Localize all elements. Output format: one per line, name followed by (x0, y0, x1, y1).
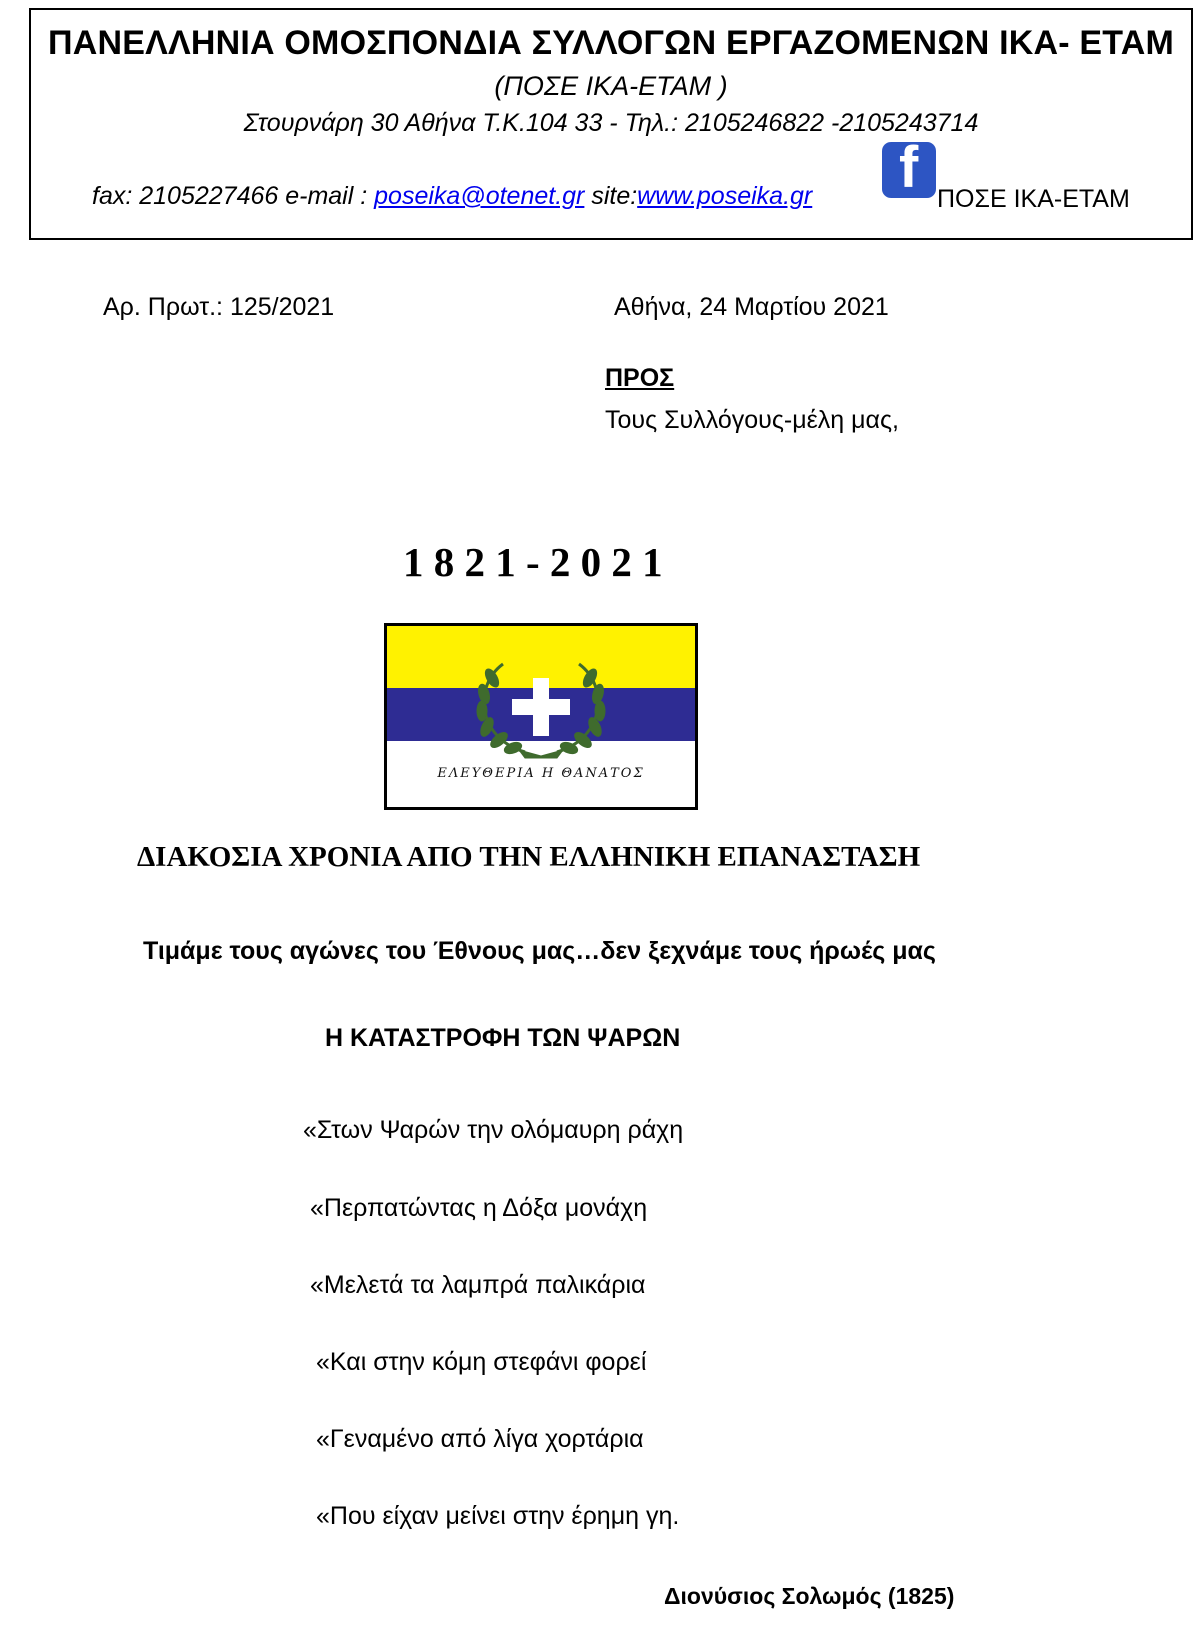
subheading: Τιμάμε τους αγώνες του Έθνους μας…δεν ξεχνάμε τους ήρωές μας (143, 937, 936, 965)
recipient-label: ΠΡΟΣ (605, 364, 675, 392)
facebook-icon[interactable]: f (882, 142, 936, 198)
revolution-flag (384, 623, 698, 810)
poem-line: «Μελετά τα λαμπρά παλικάρια (310, 1271, 646, 1299)
facebook-label: ΠΟΣΕ ΙΚΑ-ΕΤΑΜ (937, 185, 1130, 213)
site-label: site: (584, 182, 638, 210)
letter-date: Αθήνα, 24 Μαρτίου 2021 (614, 293, 889, 321)
poem-line: «Περπατώντας η Δόξα μονάχη (310, 1194, 648, 1222)
poem-author: Διονύσιος Σολωμός (1825) (664, 1583, 955, 1609)
protocol-number: Αρ. Πρωτ.: 125/2021 (103, 293, 335, 321)
poem-line: «Που είχαν μείνει στην έρημη γη. (316, 1502, 680, 1530)
poem-line: «Στων Ψαρών την ολόμαυρη ράχη (303, 1116, 684, 1144)
fax-text: fax: 2105227466 e-mail : (92, 182, 375, 210)
poem-line: «Και στην κόμη στεφάνι φορεί (316, 1348, 647, 1376)
poem-title: Η ΚΑΤΑΣΤΡΟΦΗ ΤΩΝ ΨΑΡΩΝ (325, 1024, 681, 1052)
organization-address: Στουρνάρη 30 Αθήνα Τ.Κ.104 33 - Τηλ.: 2105246822 -2105243714 (243, 109, 979, 137)
organization-name: ΠΑΝΕΛΛΗΝΙΑ ΟΜΟΣΠΟΝΔΙΑ ΣΥΛΛΟΓΩΝ ΕΡΓΑΖΟΜΕΝΩΝ ΙΚΑ- ΕΤΑΜ (47, 24, 1175, 62)
flag-motto: ΕΛΕΥΘΕΡΙΑ Η ΘΑΝΑΤΟΣ (437, 766, 645, 781)
main-heading: ΔΙΑΚΟΣΙΑ ΧΡΟΝΙΑ ΑΠΟ ΤΗΝ ΕΛΛΗΝΙΚΗ ΕΠΑΝΑΣΤΑΣΗ (137, 841, 921, 873)
email-link[interactable]: poseika@otenet.gr (374, 182, 585, 210)
website-link[interactable]: www.poseika.gr (637, 182, 813, 210)
anniversary-years: 1 8 2 1 - 2 0 2 1 (403, 539, 663, 585)
letterhead (29, 8, 1193, 240)
contact-line (92, 182, 812, 211)
recipient-name: Τους Συλλόγους-μέλη μας, (605, 406, 899, 434)
poem-line: «Γεναμένο από λίγα χορτάρια (316, 1425, 644, 1453)
organization-abbreviation: (ΠΟΣΕ ΙΚΑ-ΕΤΑΜ ) (494, 71, 728, 101)
